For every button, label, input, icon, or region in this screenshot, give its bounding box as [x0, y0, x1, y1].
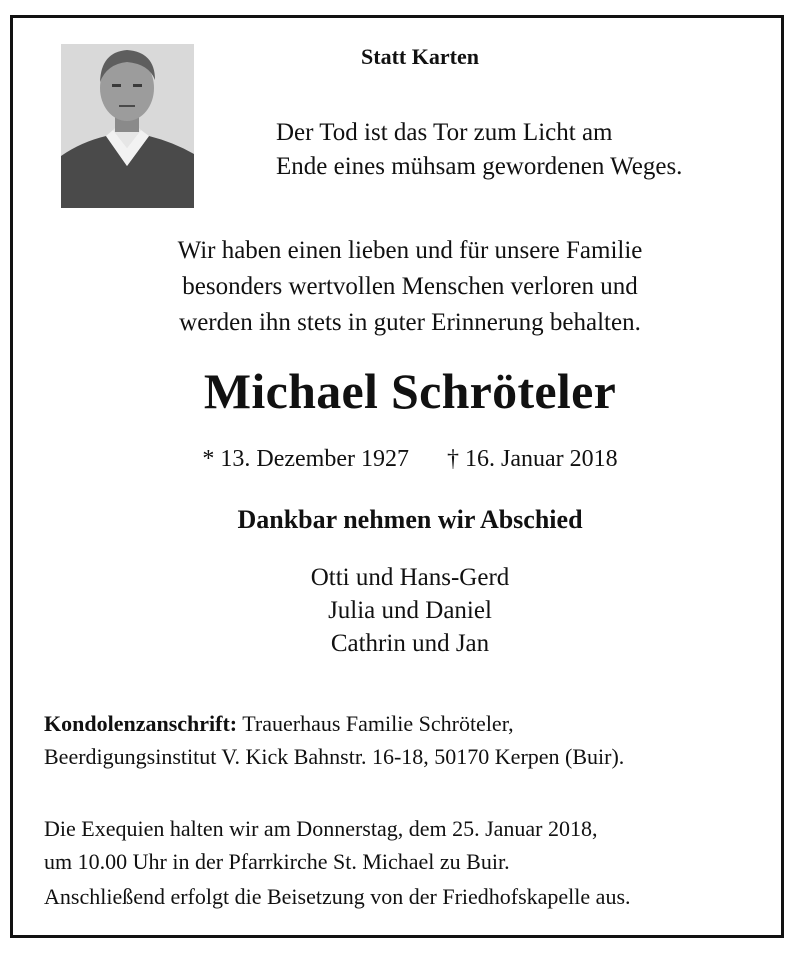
quote-line: Ende eines mühsam gewordenen Weges. — [276, 153, 683, 180]
quote-block — [276, 116, 682, 184]
tribute-line: besonders wertvollen Menschen verloren und — [182, 273, 638, 300]
birth-date: * 13. Dezember 1927 — [202, 446, 409, 472]
tribute-line: werden ihn stets in guter Erinnerung behalten. — [179, 309, 641, 336]
death-date: † 16. Januar 2018 — [446, 446, 618, 472]
service-line: um 10.00 Uhr in der Pfarrkirche St. Michael zu Buir. — [44, 849, 510, 874]
condolence-address — [44, 707, 624, 773]
family-member: Cathrin und Jan — [330, 630, 490, 657]
service-line: Die Exequien halten wir am Donnerstag, dem 25. Januar 2018, — [44, 816, 598, 841]
life-dates — [60, 446, 760, 473]
condolence-line — [44, 707, 624, 740]
family-member: Otti und Hans-Gerd — [310, 564, 510, 591]
header-statt-karten: Statt Karten — [361, 44, 479, 69]
farewell-heading: Dankbar nehmen wir Abschied — [237, 505, 583, 534]
condolence-label: Kondolenzanschrift: — [44, 711, 238, 736]
tribute-line: Wir haben einen lieben und für unsere Familie — [177, 237, 643, 264]
family-member: Julia und Daniel — [328, 597, 492, 624]
quote-line: Der Tod ist das Tor zum Licht am — [276, 119, 613, 146]
condolence-recipient: Trauerhaus Familie Schröteler, — [237, 711, 514, 736]
deceased-name: Michael Schröteler — [203, 363, 617, 419]
condolence-line: Beerdigungsinstitut V. Kick Bahnstr. 16-18, 50170 Kerpen (Buir). — [44, 744, 625, 769]
burial-info: Anschließend erfolgt die Beisetzung von der Friedhofskapelle aus. — [44, 884, 631, 909]
family-list — [60, 561, 760, 660]
tribute-text — [60, 233, 760, 341]
portrait-photo — [61, 44, 194, 208]
service-info — [44, 812, 598, 878]
